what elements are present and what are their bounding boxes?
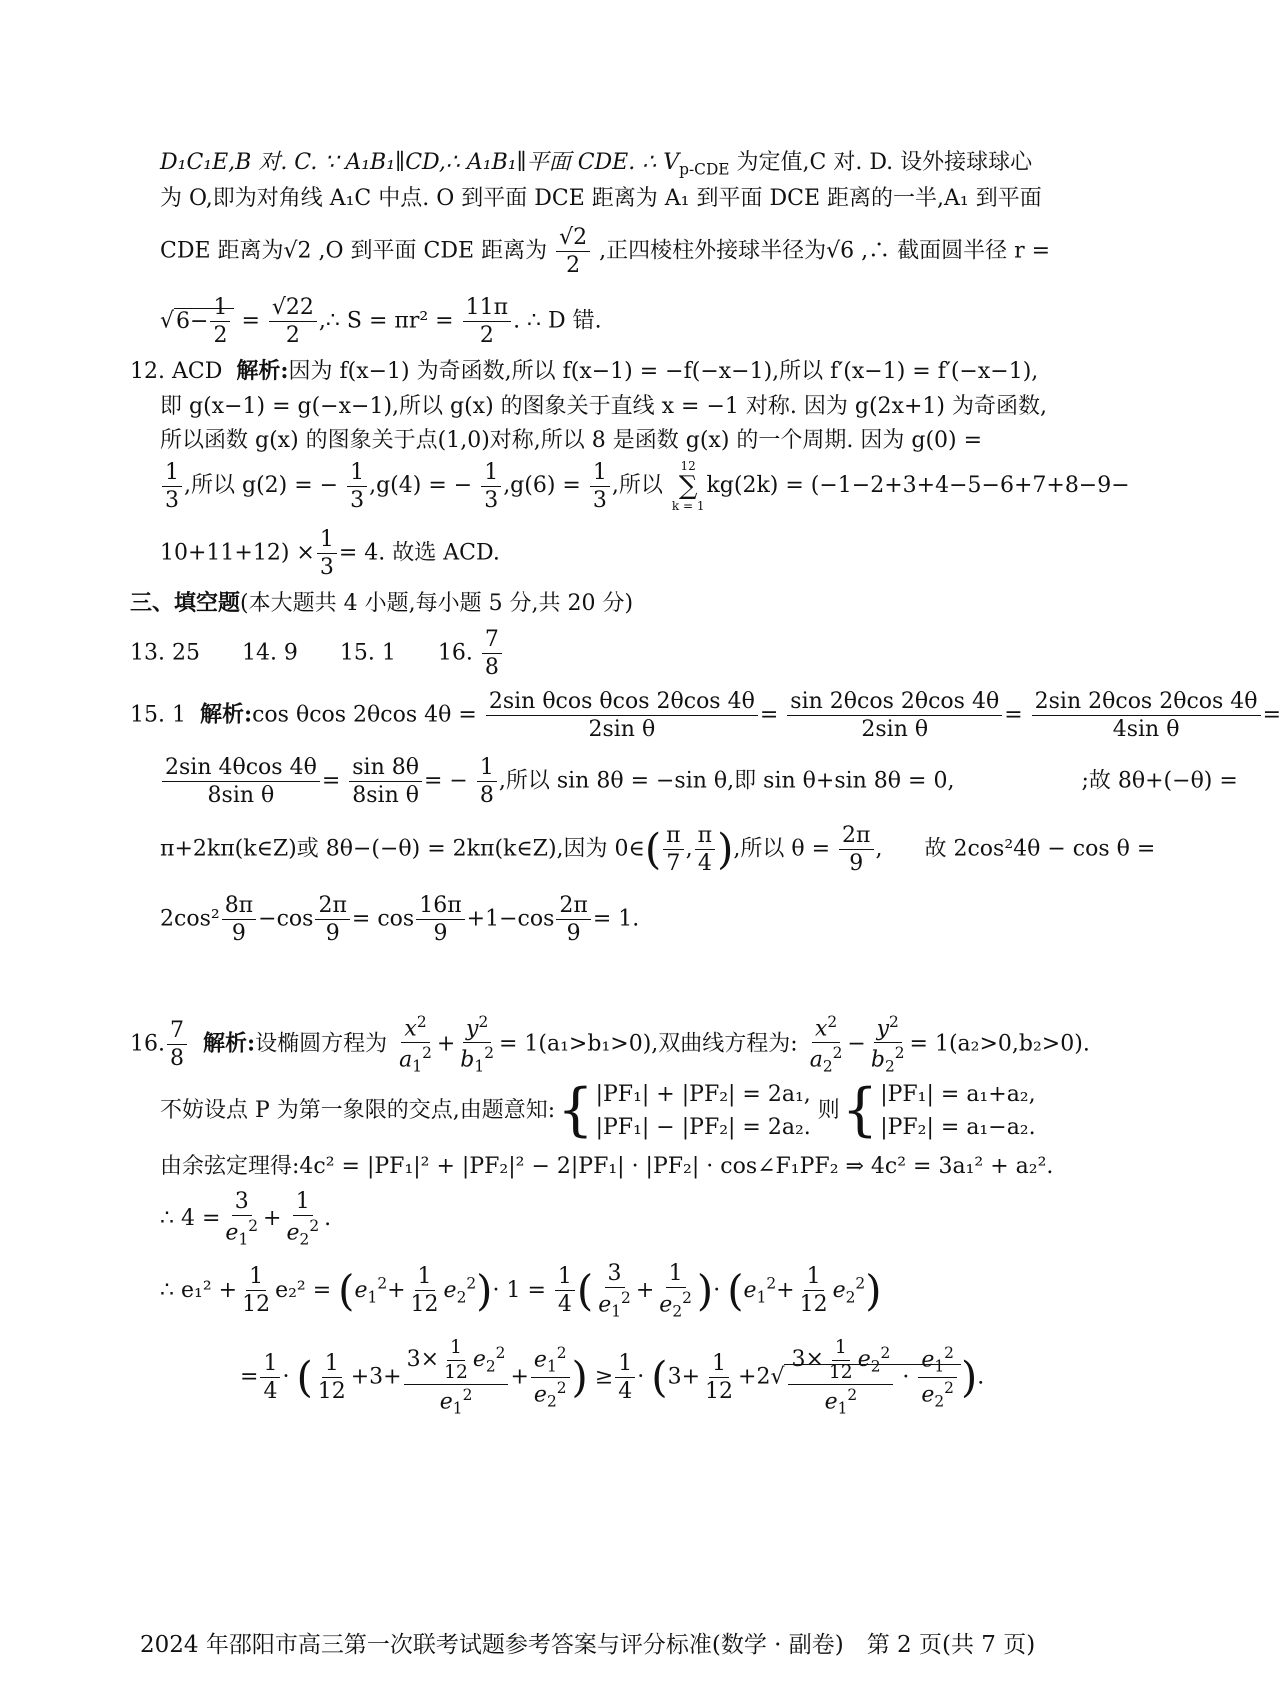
q16-line-6: = $\frac{1}{4}$ · ( $\frac{1}{12}$ +3+ 3× $\frac{1}{12}$ $e_2^2$ $e_1^2$ + $\frac{e_1^2}{e_2^2}$ ) ≥ $\frac{1}{4}$ · (3+ $\frac{1}{12}$ +2√ 3× $\frac{1}{12}$ $e_2^2$ $e_1^2$ · $\frac{e_1^2}{e_2^2}$ ). bbox=[240, 1337, 985, 1418]
q11-line-3: CDE 距离为√2 ,O 到平面 CDE 距离为 $\frac{√2}{2}$ ,正四棱柱外接球半径为√6 ,∴ 截面圆半径 r = bbox=[160, 225, 1051, 279]
q12-line-4: $\frac{1}{3}$ ,所以 g(2) = − $\frac{1}{3}$ ,g(4) = − $\frac{1}{3}$ ,g(6) = $\frac{1}{3}$ ,所以 12 ∑ k = 1 kg(2k) = (−1−2+3+4−5−6+7+8−9− bbox=[160, 460, 1130, 512]
q11-line-2: 为 O,即为对角线 A₁C 中点. O 到平面 DCE 距离为 A₁ 到平面 DCE 距离的一半,A₁ 到平面 bbox=[160, 186, 1042, 211]
q12-line-3: 所以函数 g(x) 的图象关于点(1,0)对称,所以 8 是函数 g(x) 的一个周期. 因为 g(0) = bbox=[160, 428, 983, 453]
section-3-heading: 三、填空题(本大题共 4 小题,每小题 5 分,共 20 分) bbox=[130, 590, 634, 616]
answers-row: 13. 25 14. 9 15. 1 16. $\frac{7}{8}$ bbox=[130, 628, 504, 679]
q15-line-2: $\frac{2\sin 4\theta\cos 4\theta}{\text{8sin θ}}$ = $\frac{\sin 8\theta}{\text{8sin θ}}$ = − $\frac{1}{8}$ ,所以 sin 8θ = −sin θ,即 sin θ+sin 8θ = 0, ;故 8θ+(−θ) = bbox=[160, 756, 1238, 807]
q16-line-2: 不妨设点 P 为第一象限的交点,由题意知:{ |PF₁| + |PF₂| = 2a₁, |PF₁| − |PF₂| = 2a₂. 则{ |PF₁| = a₁+a₂, |PF₂| = a₁−a₂. bbox=[160, 1077, 1036, 1144]
q11-line-4: √6− $\frac{1}{2}$ = $\frac{√22}{2}$ ,∴ S = πr² = $\frac{11\pi}{2}$ . ∴ D 错. bbox=[160, 295, 602, 349]
q16-line-4: ∴ 4 = $\frac{3}{e_1^2}$ + $\frac{1}{e_2^2}$ . bbox=[160, 1189, 332, 1249]
q11-line-1: D₁C₁E,B 对. C. ∵ A₁B₁∥CD,∴ A₁B₁∥平面 CDE. ∴ $V_{p-CDE}$ 为定值,C 对. D. 设外接球球心 bbox=[160, 150, 1033, 179]
q12-line-2: 即 g(x−1) = g(−x−1),所以 g(x) 的图象关于直线 x = −1 对称. 因为 g(2x+1) 为奇函数, bbox=[160, 394, 1047, 419]
page-footer: 2024 年邵阳市高三第一次联考试题参考答案与评分标准(数学 · 副卷) 第 2 页(共 7 页) bbox=[140, 1632, 1036, 1658]
q15-line-4: 2cos² $\frac{8\pi}{9}$ −cos $\frac{2\pi}{9}$ = cos $\frac{16\pi}{9}$ +1−cos $\frac{2\pi}{9}$ = 1. bbox=[160, 893, 640, 947]
q12-line-5: 10+11+12) × $\frac{1}{3}$ = 4. 故选 ACD. bbox=[160, 527, 500, 581]
q16-line-1: 16. $\frac{7}{8}$ 解析:设椭圆方程为 $\frac{x^2}{a_1^2}$ + $\frac{y^2}{b_1^2}$ = 1(a₁>b₁>0),双曲线方程为: $\frac{x^2}{a_2^2}$ − $\frac{y^2}{b_2^2}$ = 1(a₂>0,b₂>0). bbox=[130, 1013, 1090, 1077]
q12-line-1: 12. ACD 解析:因为 f(x−1) 为奇函数,所以 f(x−1) = −f(−x−1),所以 f′(x−1) = f′(−x−1), bbox=[130, 358, 1039, 384]
q15-line-1: 15. 1 解析:cos θcos 2θcos 4θ = $\frac{\text{2sin θcos θcos 2θcos 4θ}}{\text{2sin θ}}$ = $\frac{\sin 2\theta\cos 2\theta\cos 4\theta}{\text{2sin θ}}$ = $\frac{2\sin 2\theta\cos 2\theta\cos 4\theta}{\text{4sin θ}}$ = bbox=[130, 689, 1281, 743]
q16-line-5: ∴ e₁² + $\frac{1}{12}$ $e_2^2 = (e_1^2+$ $\frac{1}{12}$ $e_2^2)\cdot 1$ = $\frac{1}{4}$ ( $\frac{3}{e_1^2}$ + $\frac{1}{e_2^2}$ )· ($e_1^2+$ $\frac{1}{12}$ $e_2^2$) bbox=[160, 1261, 882, 1321]
q16-line-3: 由余弦定理得:4c² = |PF₁|² + |PF₂|² − 2|PF₁| · |PF₂| · cos∠F₁PF₂ ⇒ 4c² = 3a₁² + a₂². bbox=[160, 1154, 1054, 1179]
q15-line-3: π+2kπ(k∈Z)或 8θ−(−θ) = 2kπ(k∈Z),因为 0∈( $\frac{\pi}{7}$ , $\frac{\pi}{4}$ ),所以 θ = $\frac{2\pi}{9}$ , 故 2cos²4θ − cos θ = bbox=[160, 823, 1156, 877]
